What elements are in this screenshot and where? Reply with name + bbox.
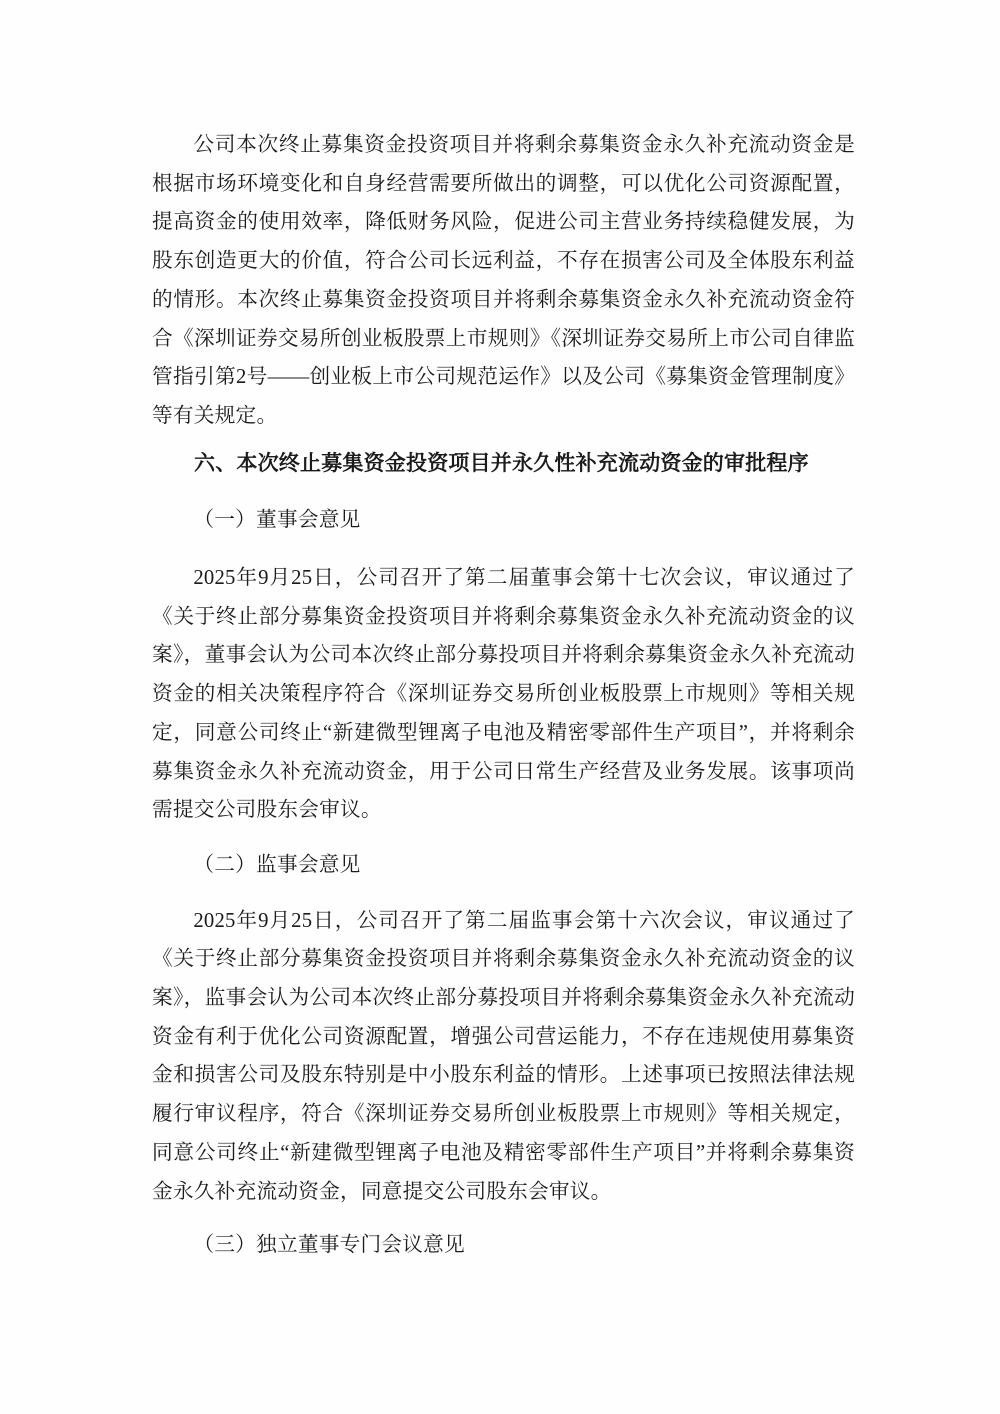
para-board-opinion: 2025年9月25日，公司召开了第二届董事会第十七次会议，审议通过了《关于终止部分募集资金投资项目并将剩余募集资金永久补充流动资金的议案》，董事会认为公司本次终止部分募投项目并将剩余募集资金永久补充流动资金的相关决策程序符合《深圳证券交易所创业板股票上市规则》等相关规定，同意公司终止“新建微型锂离子电池及精密零部件生产项目”，并将剩余募集资金永久补充流动资金，用于公司日常生产经营及业务发展。该事项尚需提交公司股东会审议。 [152, 567, 855, 822]
para-termination-rationale: 公司本次终止募集资金投资项目并将剩余募集资金永久补充流动资金是根据市场环境变化和自身经营需要所做出的调整，可以优化公司资源配置，提高资金的使用效率，降低财务风险，促进公司主营业务持续稳健发展，为股东创造更大的价值，符合公司长远利益，不存在损害公司及全体股东利益的情形。本次终止募集资金投资项目并将剩余募集资金永久补充流动资金符合《深圳证券交易所创业板股票上市规则》《深圳证券交易所上市公司自律监管指引第2号——创业板上市公司规范运作》以及公司《募集资金管理制度》等有关规定。 [152, 134, 855, 427]
subsection-heading-board-opinion: （一）董事会意见 [193, 509, 361, 532]
subsection-heading-supervisory-opinion: （二）监事会意见 [193, 853, 361, 876]
para-supervisory-opinion: 2025年9月25日，公司召开了第二届监事会第十六次会议，审议通过了《关于终止部分募集资金投资项目并将剩余募集资金永久补充流动资金的议案》，监事会认为公司本次终止部分募投项目并将剩余募集资金永久补充流动资金有利于优化公司资源配置，增强公司营运能力，不存在违规使用募集资金和损害公司及股东特别是中小股东利益的情形。上述事项已按照法律法规履行审议程序，符合《深圳证券交易所创业板股票上市规则》等相关规定，同意公司终止“新建微型锂离子电池及精密零部件生产项目”并将剩余募集资金永久补充流动资金，同意提交公司股东会审议。 [152, 909, 855, 1203]
subsection-heading-independent-directors: （三）独立董事专门会议意见 [193, 1234, 465, 1257]
section-heading-approval-procedure: 六、本次终止募集资金投资项目并永久性补充流动资金的审批程序 [194, 451, 809, 475]
